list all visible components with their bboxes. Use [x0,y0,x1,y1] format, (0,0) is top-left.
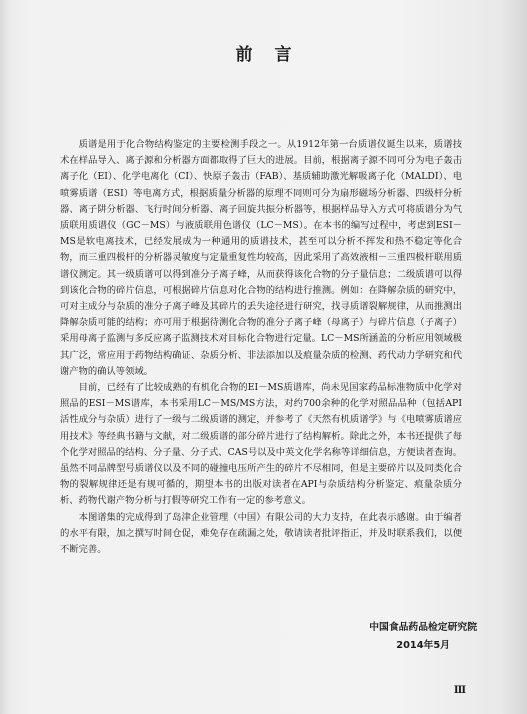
signature-date: 2014年5月 [396,640,450,651]
paragraph-2: 目前，已经有了比较成熟的有机化合物的EI－MS质谱库，尚未见国家药品标准物质中化学对照品的ESI－MS谱库，本书采用LC－MS/MS方法，对约700余种的化学对照品品种（包括API活性成分与杂质）进行了一级与二级质谱的测定，并参考了《天然有机质谱学》与《电喷雾质谱应用技术》等经典书籍与文献，对二级质谱的部分碎片进行了结构解析。除此之外，本书还提供了每个化学对照品的结构、分子量、分子式、CAS号以及中英文化学名称等详细信息，方便读者查询。虽然不同品牌型号质谱仪以及不同的碰撞电压所产生的碎片不尽相同，但是主要碎片以及同类化合物的裂解规律还是有规可循的，期望本书的出版对读者在API与杂质结构分析鉴定、痕量杂质分析、药物代谢产物分析与打假等研究工作有一定的参考意义。 [60,382,462,507]
page-title: 前言 [235,45,314,65]
page-number: Ⅲ [453,685,465,696]
paragraph-1: 质谱是用于化合物结构鉴定的主要检测手段之一。从1912年第一台质谱仪诞生以来，质谱技术在样品导入、离子源和分析器方面都取得了巨大的进展。目前，根据离子源不同可分为电子轰击离子化（EI）、化学电离化（CI）、快原子轰击（FAB）、基质辅助激光解吸离子化（MALDI）、电喷雾质谱（ESI）等电离方式，根据质量分析器的原理不同则可分为扇形磁场分析器、四级杆分析器、离子阱分析器、飞行时间分析器、离子回旋共振分析器等，根据样品导入方式可将质谱分为气质联用质谱仪（GC－MS）与液质联用色谱仪（LC－MS）。在本书的编写过程中，考虑到ESI－MS是软电离技术，已经发展成为一种通用的质谱技术，甚至可以分析不挥发和热不稳定等化合物，而三重四极杆的分析器灵敏度与定量重复性均较高，因此采用了高效液相－三重四极杆联用质谱仪测定。其一级质谱可以得到准分子离子峰，从而获得该化合物的分子量信息；二级质谱可以得到该化合物的碎片信息，可根据碎片信息对化合物的结构进行推测。例如：在降解杂质的研究中，可对主成分与杂质的准分子离子峰及其碎片的丢失途径进行研究，找寻质谱裂解规律，从而推测出降解杂质可能的结构；亦可用于根据待测化合物的准分子离子峰（母离子）与碎片信息（子离子）采用母离子监测与多反应离子监测技术对目标化合物进行定量。LC－MS所涵盖的分析应用领域极其广泛，常应用于药物结构确证、杂质分析、非法添加以及痕量杂质的检测、药代动力学研究和代谢产物的确认等领域。 [60,139,462,377]
preface-body [60,137,462,558]
paragraph-3: 本图谱集的完成得到了岛津企业管理（中国）有限公司的大力支持，在此表示感谢。由于编者的水平有限，加之撰写时间仓促，难免存在疏漏之处，敬请读者批评指正，并及时联系我们，以便不断完善。 [60,511,462,556]
signature-block [369,619,477,655]
signature-org: 中国食品药品检定研究院 [369,622,477,633]
